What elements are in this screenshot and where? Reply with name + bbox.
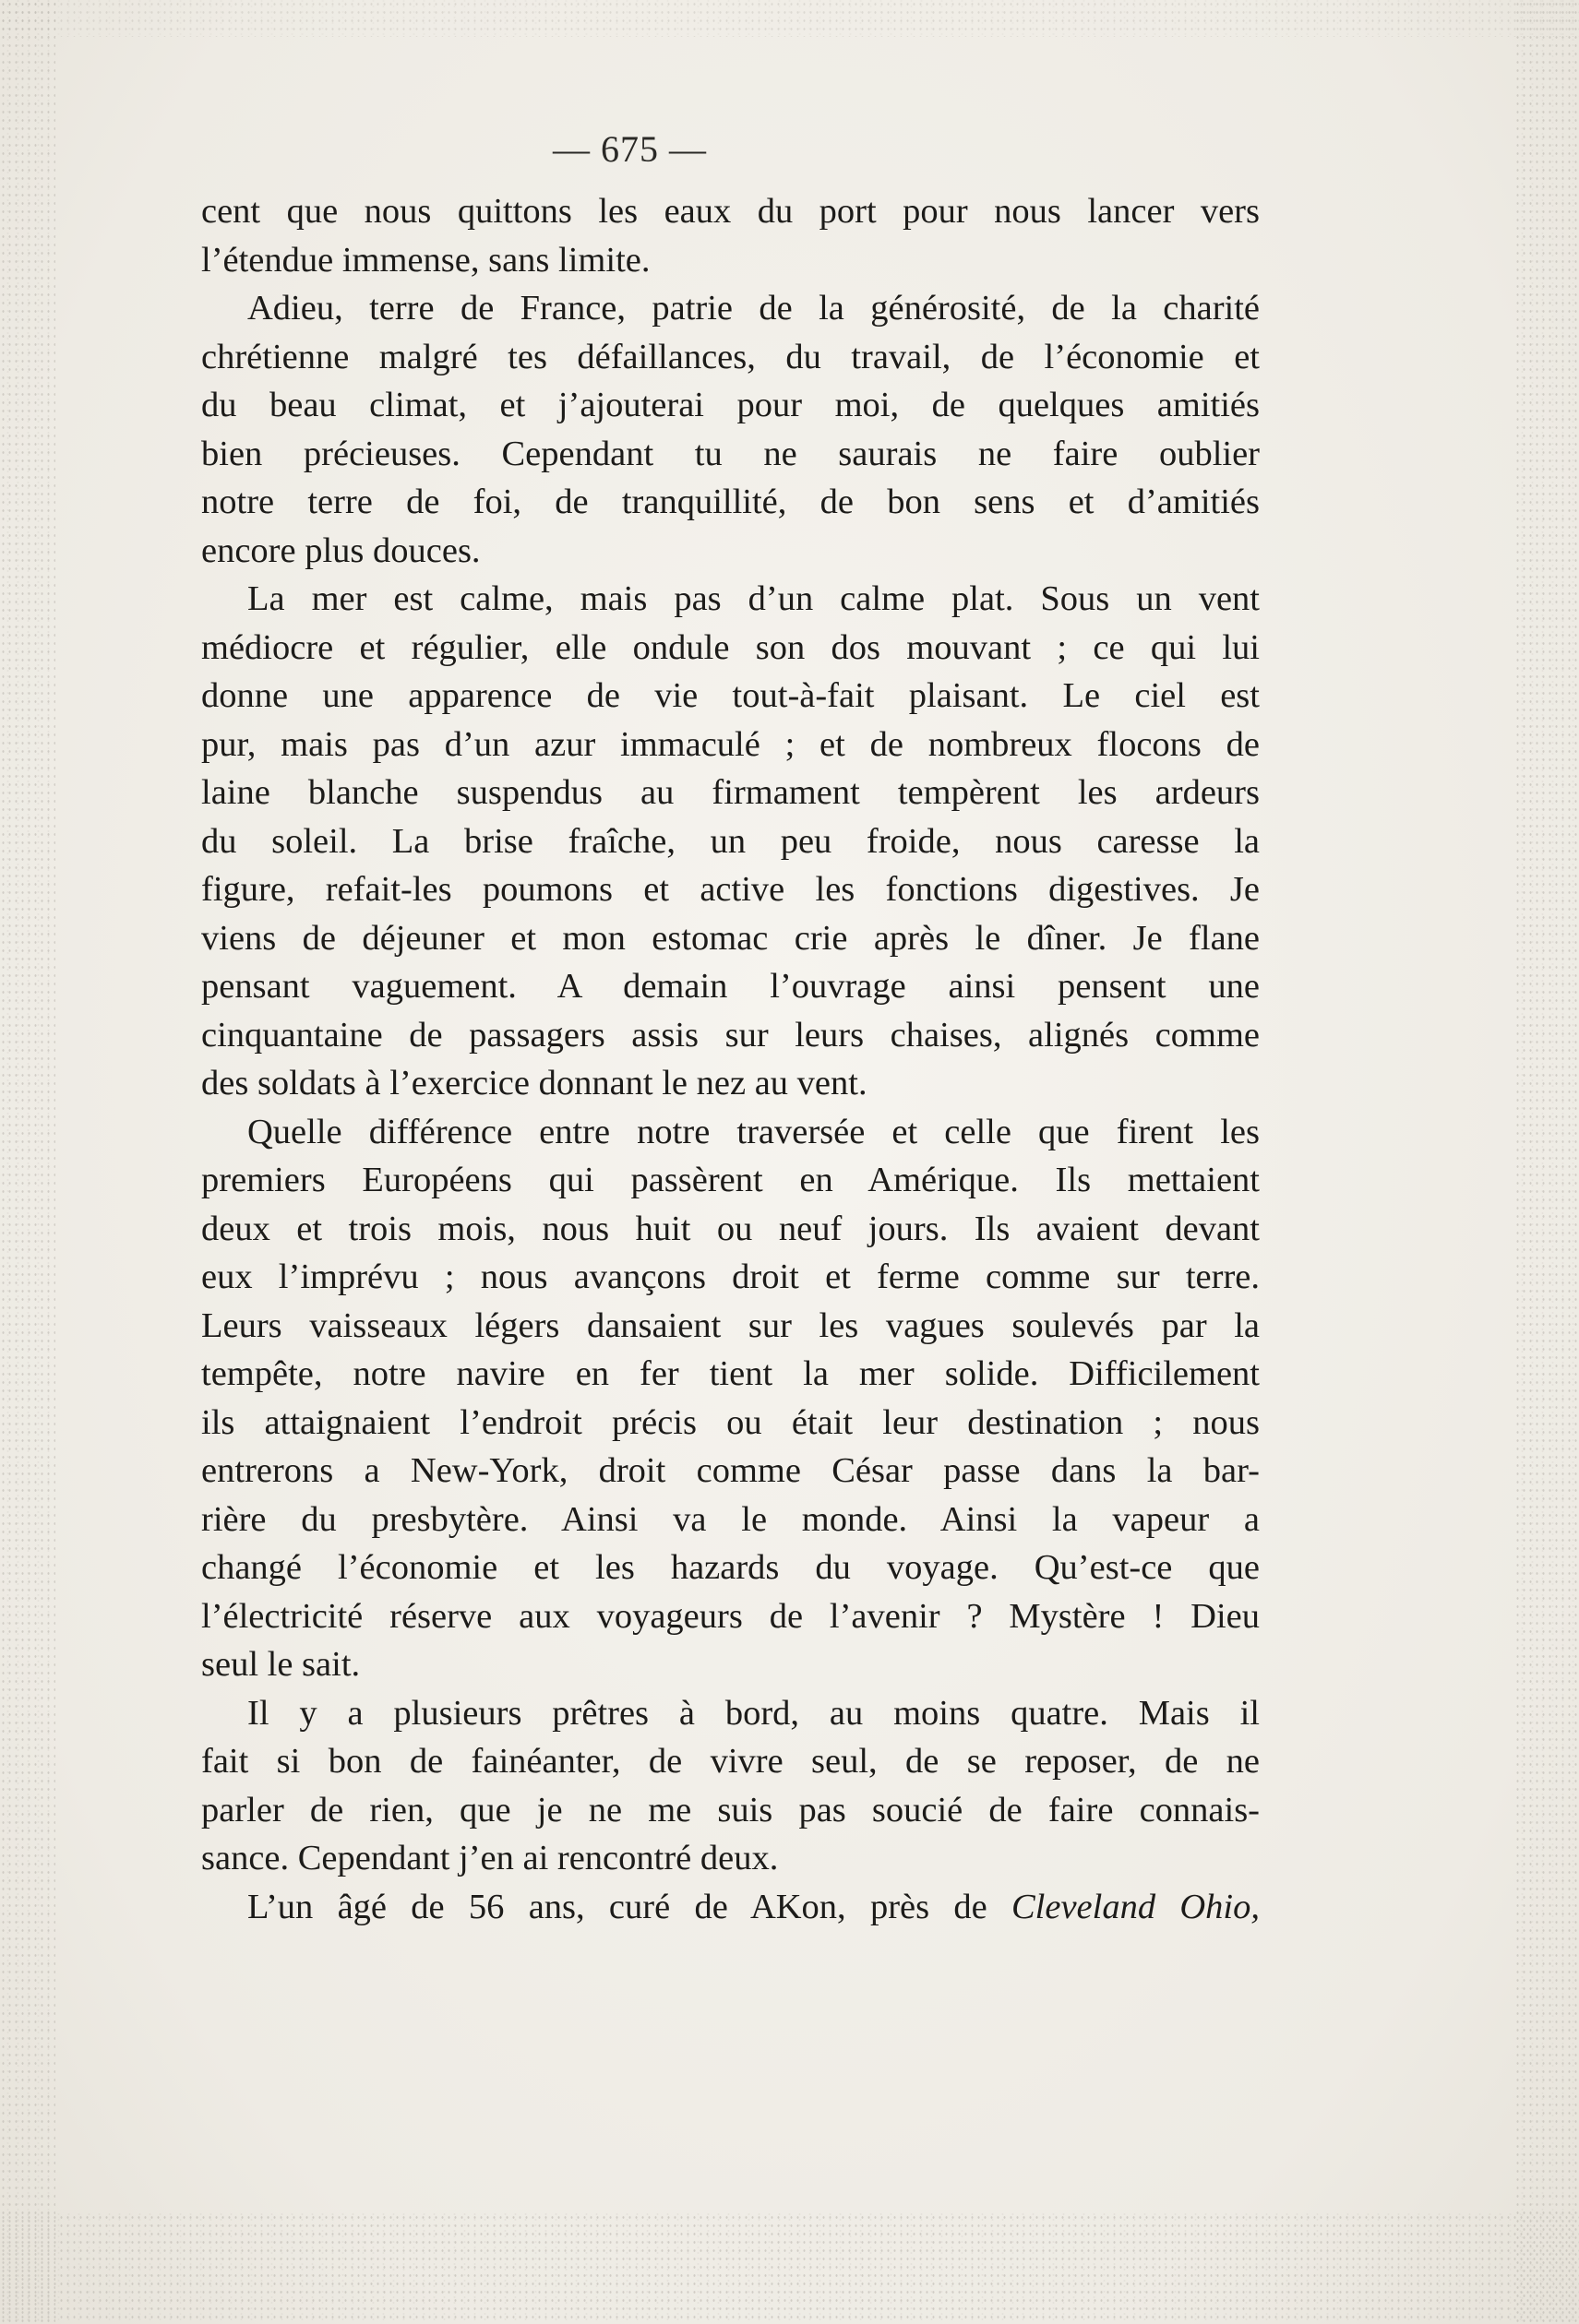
scan-edge-top xyxy=(0,0,1579,37)
text-line: ils attaignaient l’endroit précis ou était leur destination ; nous xyxy=(201,1402,1260,1442)
text-line: viens de déjeuner et mon estomac crie après le dîner. Je flane xyxy=(201,918,1260,958)
text-line: rière du presbytère. Ainsi va le monde. Ainsi la vapeur a xyxy=(201,1499,1260,1539)
text-line: premiers Européens qui passèrent en Amérique. Ils mettaient xyxy=(201,1161,1260,1199)
body-text xyxy=(201,187,1260,1931)
text-line: parler de rien, que je ne me suis pas soucié de faire connais- xyxy=(201,1790,1260,1829)
text-line: cinquantaine de passagers assis sur leurs chaises, alignés comme xyxy=(201,1015,1260,1055)
text-line: Quelle différence entre notre traversée et celle que firent les xyxy=(247,1112,1260,1151)
text-line: changé l’économie et les hazards du voyage. Qu’est-ce que xyxy=(201,1548,1260,1587)
text-line: La mer est calme, mais pas d’un calme plat. Sous un vent xyxy=(247,579,1260,618)
scan-edge-bottom xyxy=(0,2213,1579,2324)
scan-edge-left xyxy=(0,0,55,2324)
text-line: Il y a plusieurs prêtres à bord, au moins quatre. Mais il xyxy=(247,1693,1260,1733)
text-line: encore plus douces. xyxy=(201,530,481,570)
text-line: laine blanche suspendus au firmament tempèrent les ardeurs xyxy=(201,773,1260,812)
text-line: des soldats à l’exercice donnant le nez au vent. xyxy=(201,1064,867,1102)
text-run: L’un âgé de 56 ans, curé de AKon, près de xyxy=(247,1887,1011,1926)
text-line: donne une apparence de vie tout-à-fait plaisant. Le ciel est xyxy=(201,676,1260,715)
text-line: deux et trois mois, nous huit ou neuf jours. Ils avaient devant xyxy=(201,1209,1260,1248)
text-line: pur, mais pas d’un azur immaculé ; et de nombreux flocons de xyxy=(201,724,1260,764)
paragraph xyxy=(201,187,1260,284)
text-line: seul le sait. xyxy=(201,1645,361,1684)
page-number: — 675 — xyxy=(553,128,707,170)
text-line: tempête, notre navire en fer tient la mer solide. Difficilement xyxy=(201,1354,1260,1393)
text-line: pensant vaguement. A demain l’ouvrage ainsi pensent une xyxy=(201,967,1260,1006)
text-line xyxy=(201,1883,1260,1932)
text-line: entrerons a New-York, droit comme César passe dans la bar- xyxy=(201,1451,1260,1490)
paragraph xyxy=(201,1883,1260,1932)
text-line: eux l’imprévu ; nous avançons droit et ferme comme sur terre. xyxy=(201,1257,1260,1296)
text-line: l’électricité réserve aux voyageurs de l’avenir ? Mystère ! Dieu xyxy=(201,1596,1260,1636)
text-line: du beau climat, et j’ajouterai pour moi, de quelques amitiés xyxy=(201,386,1260,424)
text-line: cent que nous quittons les eaux du port pour nous lancer vers xyxy=(201,192,1260,231)
scan-edge-right xyxy=(1514,0,1579,2324)
paragraph xyxy=(201,1108,1260,1689)
paragraph xyxy=(201,575,1260,1108)
text-line: l’étendue immense, sans limite. xyxy=(201,240,651,280)
text-line: médiocre et régulier, elle ondule son dos mouvant ; ce qui lui xyxy=(201,627,1260,667)
text-line: figure, refait-les poumons et active les fonctions digestives. Je xyxy=(201,870,1260,909)
italic-place-name: Cleveland Ohio, xyxy=(1011,1887,1260,1926)
text-line: notre terre de foi, de tranquillité, de bon sens et d’amitiés xyxy=(201,483,1260,521)
paragraph xyxy=(201,284,1260,575)
text-line: sance. Cependant j’en ai rencontré deux. xyxy=(201,1839,779,1877)
text-line: bien précieuses. Cependant tu ne saurais ne faire oublier xyxy=(201,434,1260,473)
paragraph xyxy=(201,1689,1260,1883)
text-line: fait si bon de fainéanter, de vivre seul, de se reposer, de ne xyxy=(201,1742,1260,1781)
text-line: Leurs vaisseaux légers dansaient sur les vagues soulevés par la xyxy=(201,1305,1260,1345)
text-line: du soleil. La brise fraîche, un peu froide, nous caresse la xyxy=(201,821,1260,861)
text-line: Adieu, terre de France, patrie de la générosité, de la charité xyxy=(247,289,1260,328)
text-line: chrétienne malgré tes défaillances, du travail, de l’économie et xyxy=(201,337,1260,376)
